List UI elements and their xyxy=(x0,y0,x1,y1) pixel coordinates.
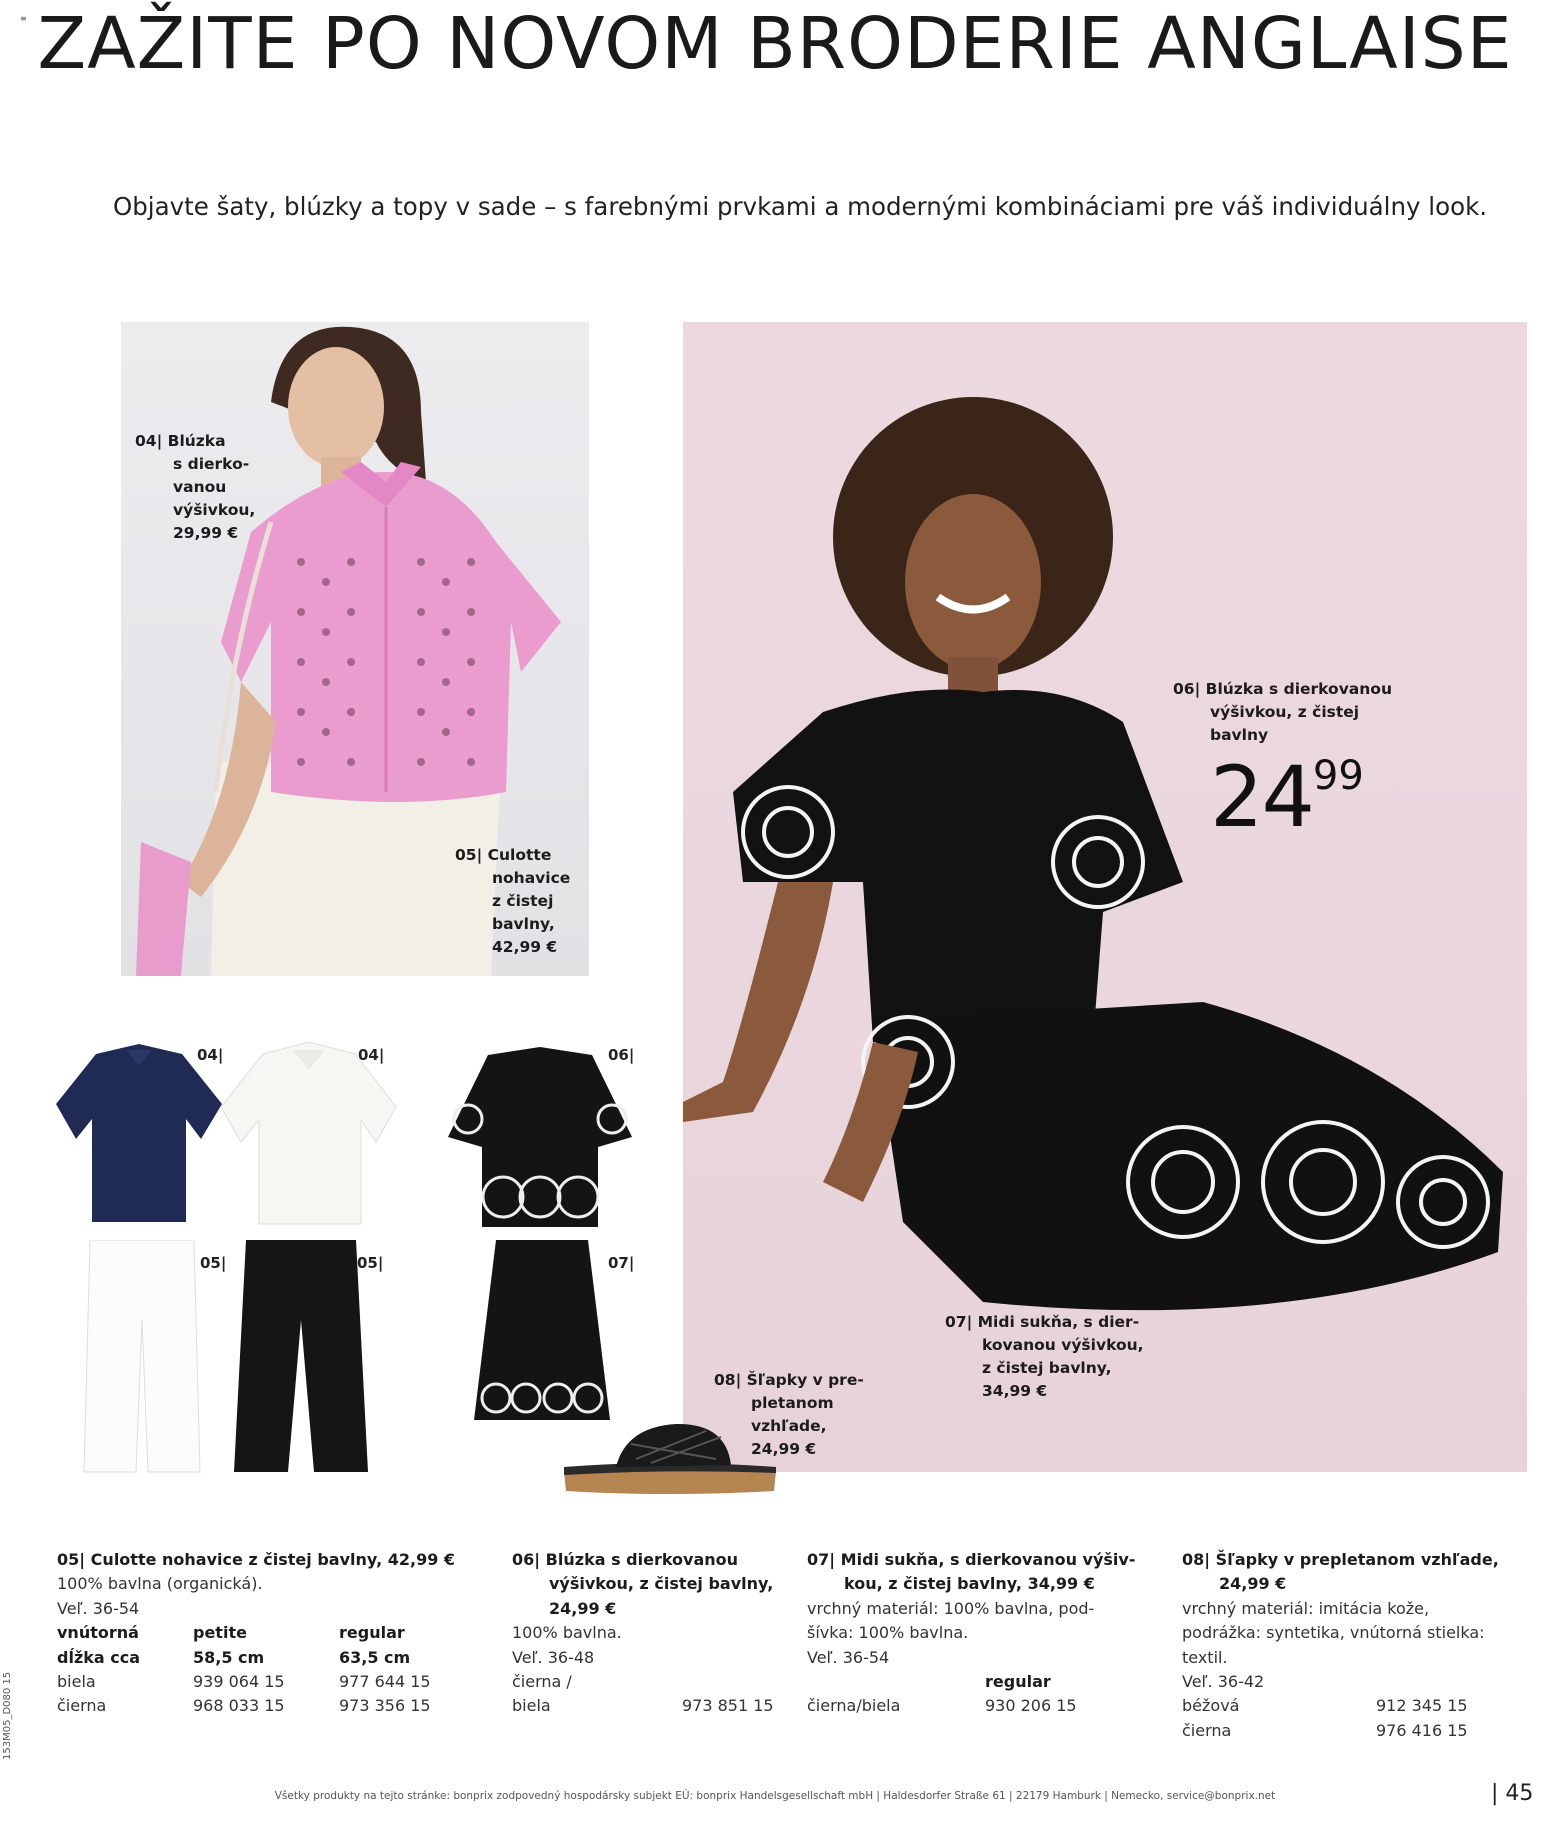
details-08-sandals: 08| Šľapky v prepletanom vzhľade, 24,99 € vrchný materiál: imitácia kože, podrážka: syntetika, vnútorná stielka: textil. Veľ. 36-42 béžová 912 345 15 čierna 976 416 15 xyxy=(1182,1550,1499,1740)
side-catalog-code: 153M05_D080 15 xyxy=(2,1671,13,1760)
photo-pink-blouse-model xyxy=(121,322,589,976)
price-06-main: $24^{99}$ xyxy=(1210,748,1364,846)
black-skirt-product-image xyxy=(474,1240,610,1422)
tag-07-skirt: 07| xyxy=(608,1254,635,1272)
tag-05-black-pants: 05| xyxy=(357,1254,384,1272)
tag-06-blouse: 06| xyxy=(608,1046,635,1064)
white-pants-product-image xyxy=(82,1240,202,1474)
page-subtitle: Objavte šaty, blúzky a topy v sade – s farebnými prvkami a modernými kombináciami pre váš individuálny look. xyxy=(112,192,1488,221)
white-shirt-product-image xyxy=(221,1042,396,1226)
tag-04-white: 04| xyxy=(358,1046,385,1064)
details-06-blouse: 06| Blúzka s dierkovanou výšivkou, z čistej bavlny, 24,99 € 100% bavlna. Veľ. 36-48 čierna / biela 973 851 15 xyxy=(512,1550,774,1716)
black-eyelet-model-illustration xyxy=(683,322,1527,1472)
details-07-skirt: 07| Midi sukňa, s dierkovanou výšiv- kou, z čistej bavlny, 34,99 € vrchný materiál: 100% bavlna, pod- šívka: 100% bavlna. Veľ. 36-54 regular čierna/biela 930 206 15 xyxy=(807,1550,1136,1716)
label-05-culotte: 05| Culotte nohavice z čistej bavlny, 42,99 € xyxy=(455,846,571,956)
page-title: ZAŽITE PO NOVOM BRODERIE ANGLAISE xyxy=(37,2,1513,85)
tag-04-navy: 04| xyxy=(197,1046,224,1064)
label-07-skirt: 07| Midi sukňa, s dier- kovanou výšivkou, z čistej bavlny, 34,99 € xyxy=(945,1313,1144,1400)
footer-legal-note: Všetky produkty na tejto stránke: bonprix zodpovedný hospodársky subjekt EÚ: bonprix Handelsgesellschaft mbH | Haldesdorfer Straße 61 | 22179 Hamburk | Nemecko, service@bonprix.net xyxy=(274,1790,1276,1802)
label-04-blouse: 04| Blúzka s dierko- vanou výšivkou, 29,99 € xyxy=(135,432,256,542)
navy-shirt-product-image xyxy=(56,1044,222,1224)
tag-05-white-pants: 05| xyxy=(200,1254,227,1272)
label-08-sandals: 08| Šľapky v pre- pletanom vzhľade, 24,99 € xyxy=(714,1371,864,1458)
photo-black-eyelet-model xyxy=(683,322,1527,1472)
black-pants-product-image xyxy=(234,1240,368,1474)
label-06-blouse: 06| Blúzka s dierkovanou výšivkou, z čistej bavlny xyxy=(1173,680,1392,744)
corner-mark: ≡ xyxy=(20,14,27,23)
black-blouse-product-image xyxy=(448,1046,635,1229)
sandal-product-image xyxy=(556,1419,782,1499)
page-number: | 45 xyxy=(1491,1781,1534,1806)
details-05-culotte: 05| Culotte nohavice z čistej bavlny, 42,99 € 100% bavlna (organická). Veľ. 36-54 vnútorná petite regular dĺžka cca 58,5 cm 63,5 cm biela 939 064 15 977 644 15 čierna 968 033 15 973 356 15 xyxy=(57,1550,456,1716)
